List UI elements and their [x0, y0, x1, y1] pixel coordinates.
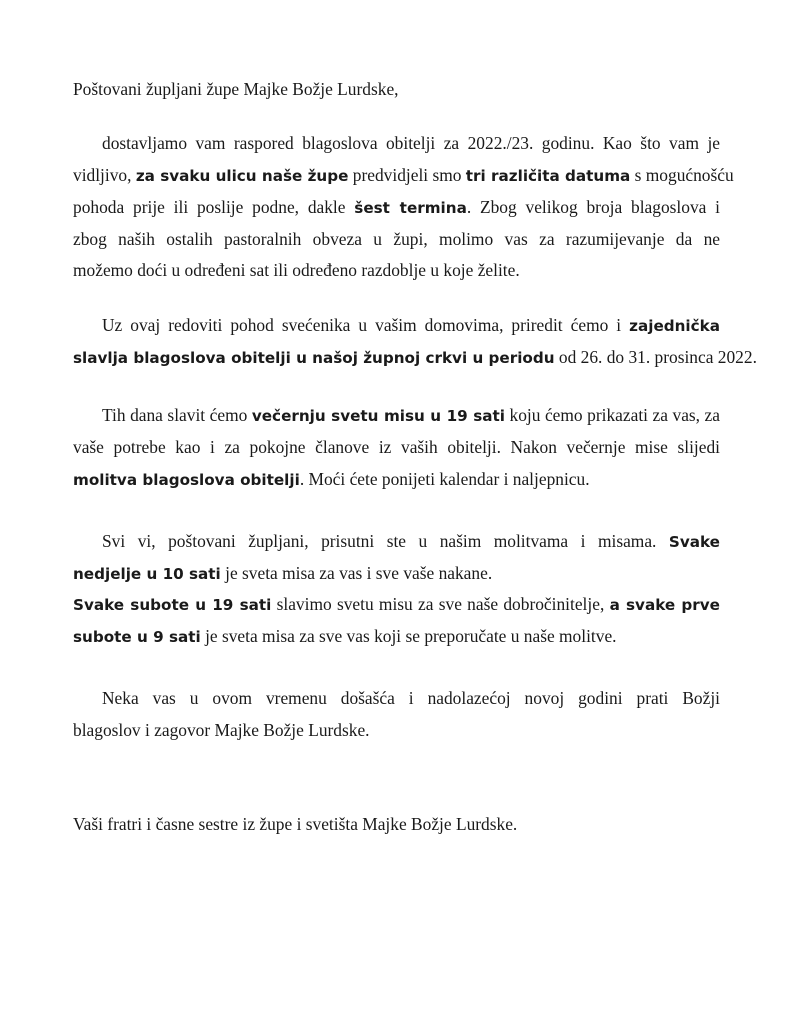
emphasis-evening-mass: večernju svetu misu u 19 sati	[251, 407, 505, 425]
emphasis-every-street: za svaku ulicu naše župe	[135, 167, 349, 185]
emphasis-saturday-9: subote u 9 sati	[73, 628, 201, 646]
emphasis-sunday-10: nedjelje u 10 sati	[73, 565, 221, 583]
emphasis-saturday-19: Svake subote u 19 sati	[73, 596, 272, 614]
paragraph-4-line-1: Svi vi, poštovani župljani, prisutni ste u našim molitvama i misama. Svake	[102, 531, 720, 551]
emphasis-family-blessing-prayer: molitva blagoslova obitelji	[73, 471, 300, 489]
greeting: Poštovani župljani župe Majke Božje Lurdske,	[73, 79, 399, 99]
paragraph-1-line-2: vidljivo, za svaku ulicu naše župe predvidjeli smo tri različita datuma s mogućnošću	[73, 165, 734, 185]
paragraph-4-line-4: subote u 9 sati je sveta misa za sve vas koji se preporučate u naše molitve.	[73, 626, 617, 646]
emphasis-blessing-celebrations: slavlja blagoslova obitelji u našoj župnoj crkvi u periodu	[73, 349, 555, 367]
paragraph-4-line-3: Svake subote u 19 sati slavimo svetu misu za sve naše dobročinitelje, a svake prve	[73, 594, 720, 614]
paragraph-1-line-5: možemo doći u određeni sat ili određeno razdoblje u koje želite.	[73, 260, 520, 280]
paragraph-1-line-3: pohoda prije ili poslije podne, dakle šest termina. Zbog velikog broja blagoslova i	[73, 197, 720, 217]
emphasis-six-terms: šest termina	[354, 199, 467, 217]
paragraph-3-line-3: molitva blagoslova obitelji. Moći ćete ponijeti kalendar i naljepnicu.	[73, 469, 590, 489]
paragraph-3-line-2: vaše potrebe kao i za pokojne članove iz vaših obitelji. Nakon večernje mise slijedi	[73, 437, 720, 457]
emphasis-first-saturday: a svake prve	[609, 596, 720, 614]
signature: Vaši fratri i časne sestre iz župe i svetišta Majke Božje Lurdske.	[73, 814, 518, 834]
paragraph-5-line-1: Neka vas u ovom vremenu došašća i nadolazećoj novoj godini prati Božji	[102, 688, 720, 708]
paragraph-5-line-2: blagoslov i zagovor Majke Božje Lurdske.	[73, 720, 370, 740]
paragraph-1-line-1: dostavljamo vam raspored blagoslova obitelji za 2022./23. godinu. Kao što vam je	[102, 133, 720, 153]
paragraph-1-line-4: zbog naših ostalih pastoralnih obveza u župi, molimo vas za razumijevanje da ne	[73, 229, 720, 249]
emphasis-every: Svake	[668, 533, 720, 551]
emphasis-three-dates: tri različita datuma	[465, 167, 631, 185]
paragraph-3-line-1: Tih dana slavit ćemo večernju svetu misu u 19 sati koju ćemo prikazati za vas, za	[102, 405, 720, 425]
paragraph-2-line-1: Uz ovaj redoviti pohod svećenika u vašim domovima, priredit ćemo i zajednička	[102, 315, 720, 335]
emphasis-common: zajednička	[629, 317, 720, 335]
paragraph-2-line-2: slavlja blagoslova obitelji u našoj župnoj crkvi u periodu od 26. do 31. prosinca 2022.	[73, 347, 757, 367]
paragraph-4-line-2: nedjelje u 10 sati je sveta misa za vas i sve vaše nakane.	[73, 563, 493, 583]
